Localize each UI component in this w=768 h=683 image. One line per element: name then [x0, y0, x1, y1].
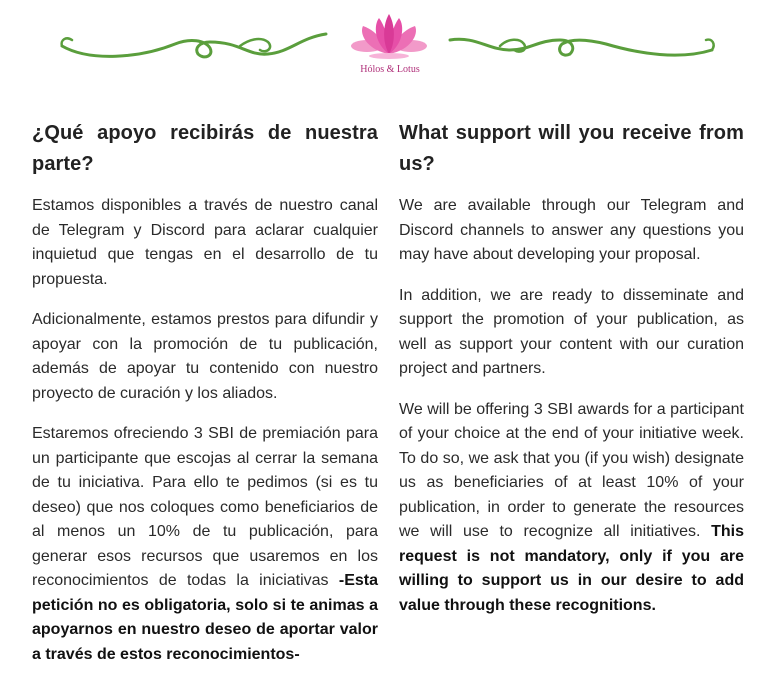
english-paragraph-3 — [399, 398, 744, 619]
spanish-paragraph-1: Estamos disponibles a través de nuestro canal de Telegram y Discord para aclarar cualquier inquietud que tengas en el desarrollo de tu propuesta. — [32, 197, 378, 288]
left-vine-icon — [62, 34, 326, 57]
vine-ornament — [0, 0, 768, 100]
header-banner — [0, 0, 768, 100]
spanish-column — [32, 118, 378, 683]
logo-text: Hólos & Lotus — [360, 64, 420, 75]
english-paragraph-3-bold: This request is not mandatory, only if you are willing to support us in our desire to add value through these recognitions. — [399, 523, 744, 614]
spanish-heading: ¿Qué apoyo recibirás de nuestra parte? — [32, 122, 378, 175]
english-paragraph-2: In addition, we are ready to disseminate and support the promotion of your publication, as well as support your content with our curation project and partners. — [399, 286, 744, 377]
right-vine-icon — [450, 39, 712, 55]
english-heading: What support will you receive from us? — [399, 122, 744, 175]
spanish-paragraph-3-text: Estaremos ofreciendo 3 SBI de premiación para un participante que escojas al cerrar la semana de tu iniciativa. Para ello te pedimos (si es tu deseo) que nos coloques como beneficiarios de al menos un 10% de tu publicación, para generar esos recursos que usaremos en los reconocimientos de todas la iniciativas — [32, 425, 378, 589]
spanish-paragraph-3-bold: -Esta petición no es obligatoria, solo si te animas a apoyarnos en nuestro deseo de aportar valor a través de estos reconocimientos- — [32, 572, 378, 663]
spanish-paragraph-3 — [32, 422, 378, 667]
spanish-paragraph-2: Adicionalmente, estamos prestos para difundir y apoyar con la promoción de tu publicación, además de apoyar tu contenido con nuestro proyecto de curación y los aliados. — [32, 311, 378, 402]
english-paragraph-1: We are available through our Telegram and Discord channels to answer any questions you may have about developing your proposal. — [399, 197, 744, 263]
english-paragraph-3-text: We will be offering 3 SBI awards for a participant of your choice at the end of your initiative week. To do so, we ask that you (if you wish) designate us as beneficiaries of at least 10% of your publication, in order to generate the resources we will use to recognize all initiatives. — [399, 400, 744, 540]
lotus-logo-icon — [351, 14, 427, 59]
english-column — [399, 118, 744, 634]
